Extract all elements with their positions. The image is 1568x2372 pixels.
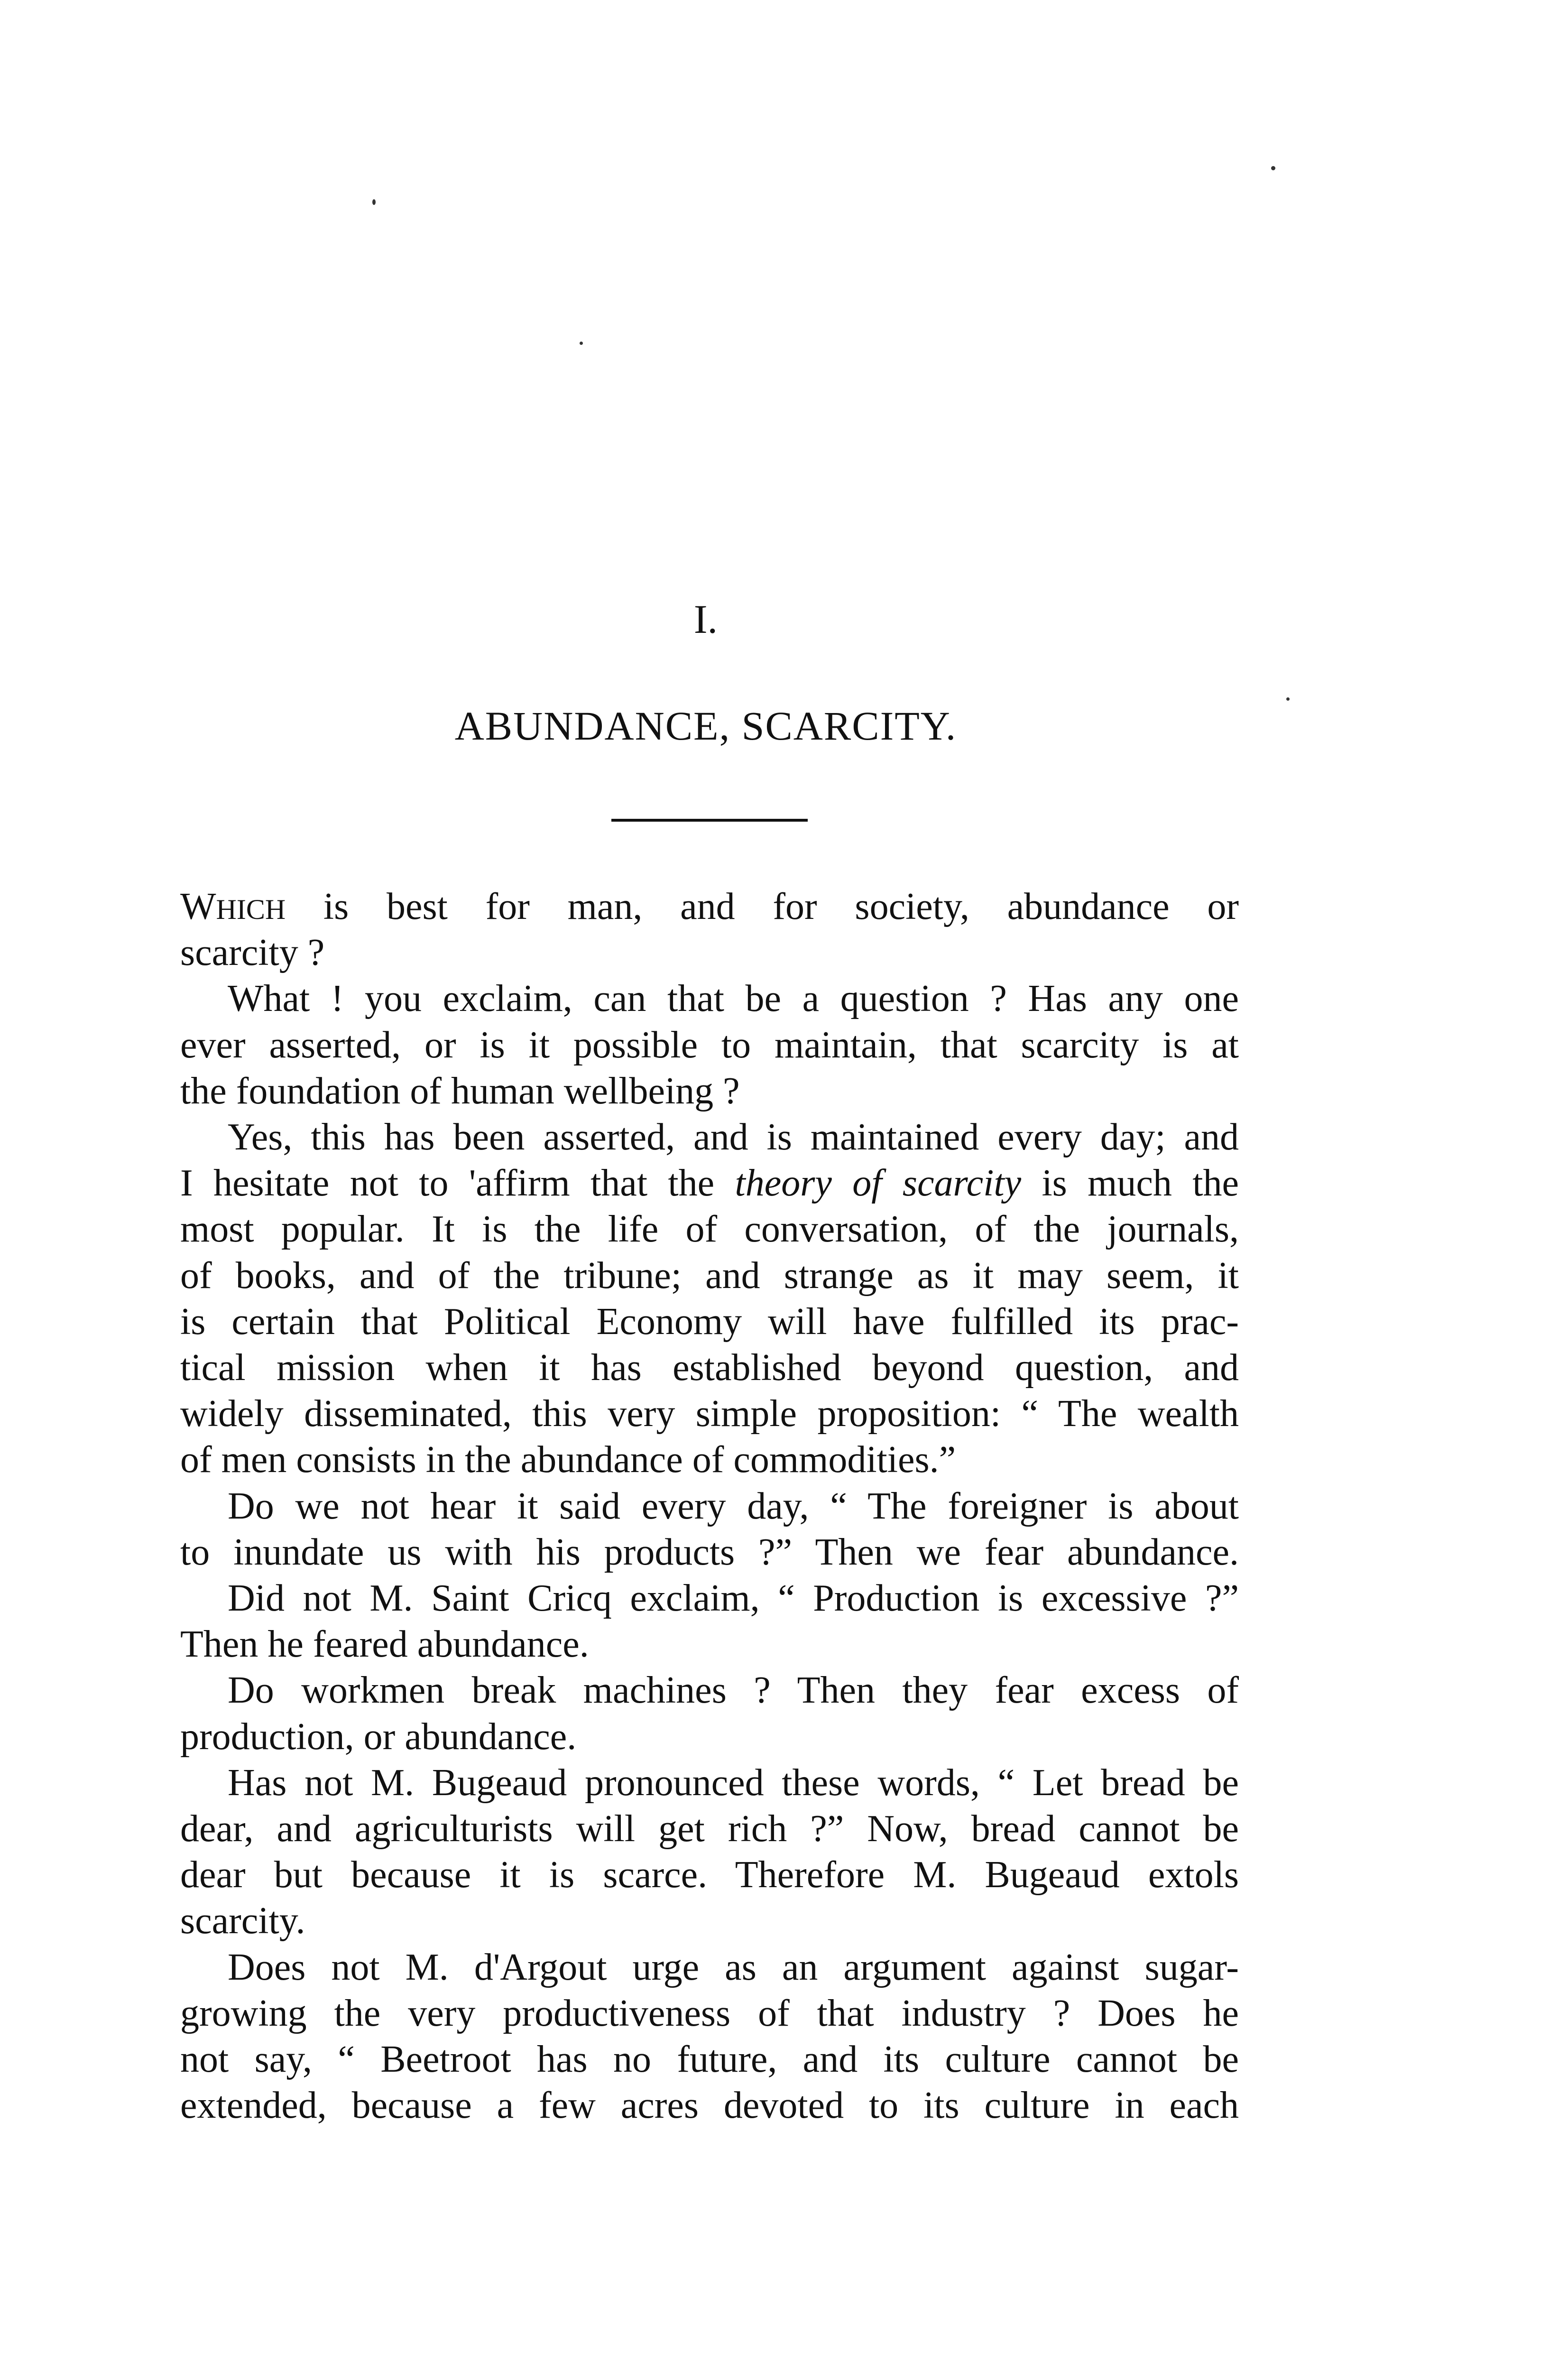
- text-run: ever asserted, or is it possible to maintain, that scarcity is at: [180, 1024, 1239, 1066]
- text-line: [180, 1253, 1239, 1299]
- text-run: I hesitate not to 'affirm that the: [180, 1162, 735, 1205]
- text-run: Then he feared abundance.: [180, 1623, 589, 1666]
- chapter-title: ABUNDANCE, SCARCITY.: [454, 703, 957, 749]
- text-line: [228, 1114, 1239, 1160]
- text-line: [180, 2083, 1239, 2129]
- text-run: production, or abundance.: [180, 1715, 577, 1758]
- text-line: [180, 1714, 1239, 1760]
- text-line: [180, 930, 1239, 976]
- text-line: [228, 1575, 1239, 1621]
- text-line: [180, 1160, 1239, 1206]
- scan-speck: [580, 342, 583, 345]
- text-run: tical mission when it has established beyond question, and: [180, 1347, 1239, 1389]
- text-line: [180, 1898, 1239, 1944]
- text-run: scarcity.: [180, 1900, 305, 1942]
- text-run: What ! you exclaim, can that be a question ? Has any one: [228, 978, 1239, 1020]
- text-line: [180, 1299, 1239, 1345]
- text-line: [180, 884, 1239, 930]
- text-run: to inundate us with his products ?” Then we fear abundance.: [180, 1531, 1239, 1573]
- text-line: [180, 1437, 1239, 1483]
- text-line: [180, 1852, 1239, 1898]
- text-run: Do we not hear it said every day, “ The foreigner is about: [228, 1485, 1239, 1527]
- text-run: scarcity ?: [180, 932, 325, 974]
- text-run: is certain that Political Economy will have fulfilled its prac-: [180, 1300, 1239, 1343]
- text-line: [228, 1483, 1239, 1529]
- text-run: of books, and of the tribune; and strange as it may seem, it: [180, 1254, 1239, 1297]
- italic-phrase: theory of scarcity: [735, 1162, 1022, 1205]
- text-line: [180, 1621, 1239, 1668]
- scan-speck: [1271, 166, 1275, 170]
- scan-speck: [372, 199, 376, 205]
- text-line: [180, 1991, 1239, 2037]
- small-caps-text: HICH: [216, 894, 286, 925]
- text-line: [180, 1206, 1239, 1252]
- text-line: [180, 1529, 1239, 1575]
- text-run: Has not M. Bugeaud pronounced these words, “ Let bread be: [228, 1761, 1239, 1804]
- text-line: [180, 1391, 1239, 1437]
- text-run: widely disseminated, this very simple proposition: “ The wealth: [180, 1393, 1239, 1435]
- text-run: dear, and agriculturists will get rich ?” Now, bread cannot be: [180, 1808, 1239, 1850]
- text-run: is best for man, and for society, abundance or: [286, 886, 1239, 927]
- text-line: [228, 1760, 1239, 1806]
- text-run: Does not M. d'Argout urge as an argument against sugar-: [228, 1946, 1239, 1988]
- chapter-number: I.: [693, 596, 718, 642]
- text-run: most popular. It is the life of conversation, of the journals,: [180, 1208, 1239, 1251]
- text-run: extended, because a few acres devoted to its culture in each: [180, 2085, 1239, 2127]
- title-rule: [611, 819, 808, 822]
- text-run: is much the: [1021, 1162, 1239, 1205]
- text-run: Did not M. Saint Cricq exclaim, “ Production is excessive ?”: [228, 1577, 1239, 1619]
- text-run: dear but because it is scarce. Therefore M. Bugeaud extols: [180, 1854, 1239, 1896]
- text-run: not say, “ Beetroot has no future, and its culture cannot be: [180, 2038, 1239, 2080]
- text-run: the foundation of human wellbeing ?: [180, 1070, 740, 1112]
- text-line: [180, 1806, 1239, 1852]
- small-caps-text: W: [180, 886, 216, 927]
- text-run: Do workmen break machines ? Then they fear excess of: [228, 1669, 1239, 1712]
- text-line: [228, 1668, 1239, 1714]
- text-line: [180, 2037, 1239, 2083]
- text-line: [180, 1068, 1239, 1114]
- text-run: Yes, this has been asserted, and is maintained every day; and: [228, 1116, 1239, 1158]
- text-line: [228, 1945, 1239, 1991]
- text-run: of men consists in the abundance of commodities.”: [180, 1439, 956, 1481]
- text-line: [180, 1345, 1239, 1391]
- text-line: [180, 1022, 1239, 1068]
- text-run: growing the very productiveness of that industry ? Does he: [180, 1992, 1239, 2034]
- scan-speck: [1286, 697, 1290, 701]
- text-line: [228, 976, 1239, 1022]
